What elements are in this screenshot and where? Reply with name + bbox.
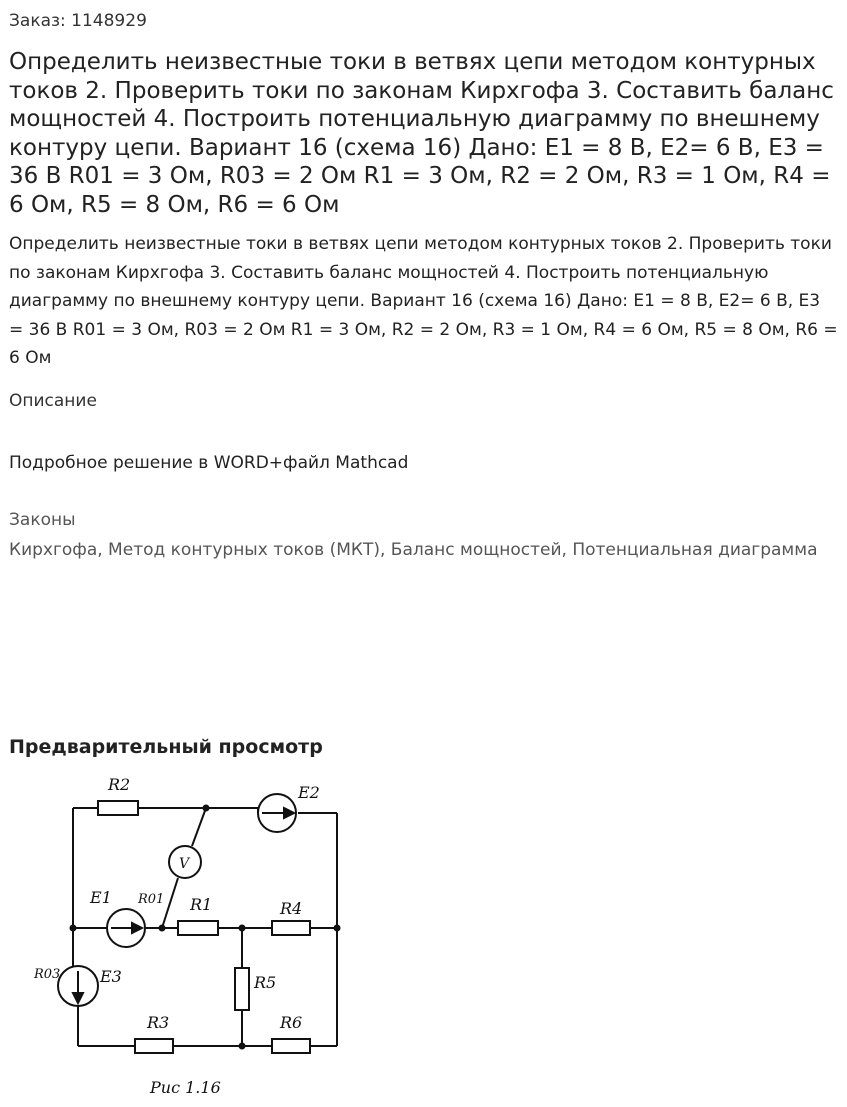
description-text: Подробное решение в WORD+файл Mathcad	[9, 453, 409, 473]
page-title: Определить неизвестные токи в ветвях цепи методом контурных токов 2. Проверить токи по законам Кирхгофа 3. Составить баланс мощностей 4. Построить потенциальную диаграмму по внешнему контуру цепи. Вариант 16 (схема 16) Дано: E1 = 8 В, E2= 6 В, E3 = 36 В R01 = 3 Ом, R03 = 2 Ом R1 = 3 Ом, R2 = 2 Ом, R3 = 1 Ом, R4 = 6 Ом, R5 = 8 Ом, R6 = 6 Ом	[9, 49, 834, 218]
resistor-r2	[98, 801, 138, 815]
resistor-r4	[272, 921, 310, 935]
label-r03: R03	[34, 967, 61, 982]
order-number: Заказ: 1148929	[9, 11, 147, 31]
resistor-r5	[235, 968, 249, 1010]
label-r2: R2	[108, 775, 131, 794]
preview-heading: Предварительный просмотр	[9, 736, 323, 758]
circuit-diagram	[20, 768, 370, 1103]
description-label: Описание	[9, 391, 97, 411]
label-v: V	[179, 856, 190, 872]
task-description: Определить неизвестные токи в ветвях цепи методом контурных токов 2. Проверить токи по законам Кирхгофа 3. Составить баланс мощностей 4. Построить потенциальную диаграмму по внешнему контуру цепи. Вариант 16 (схема 16) Дано: E1 = 8 В, E2= 6 В, E3 = 36 В R01 = 3 Ом, R03 = 2 Ом R1 = 3 Ом, R2 = 2 Ом, R3 = 1 Ом, R4 = 6 Ом, R5 = 8 Ом, R6 = 6 Ом	[9, 234, 838, 368]
laws-label: Законы	[9, 510, 76, 530]
laws-list: Кирхгофа, Метод контурных токов (МКТ), Баланс мощностей, Потенциальная диаграмма	[9, 540, 818, 560]
resistor-r3	[135, 1039, 173, 1053]
resistor-r6	[272, 1039, 310, 1053]
label-r01: R01	[138, 892, 165, 907]
label-e3: E3	[100, 967, 122, 986]
figure-caption: Рис 1.16	[150, 1078, 221, 1097]
label-e2: E2	[298, 783, 320, 802]
label-r6: R6	[280, 1013, 303, 1032]
label-r5: R5	[254, 973, 277, 992]
label-r3: R3	[147, 1013, 170, 1032]
label-r1: R1	[190, 895, 213, 914]
label-r4: R4	[280, 899, 303, 918]
resistor-r1	[178, 921, 218, 935]
label-e1: E1	[90, 888, 112, 907]
